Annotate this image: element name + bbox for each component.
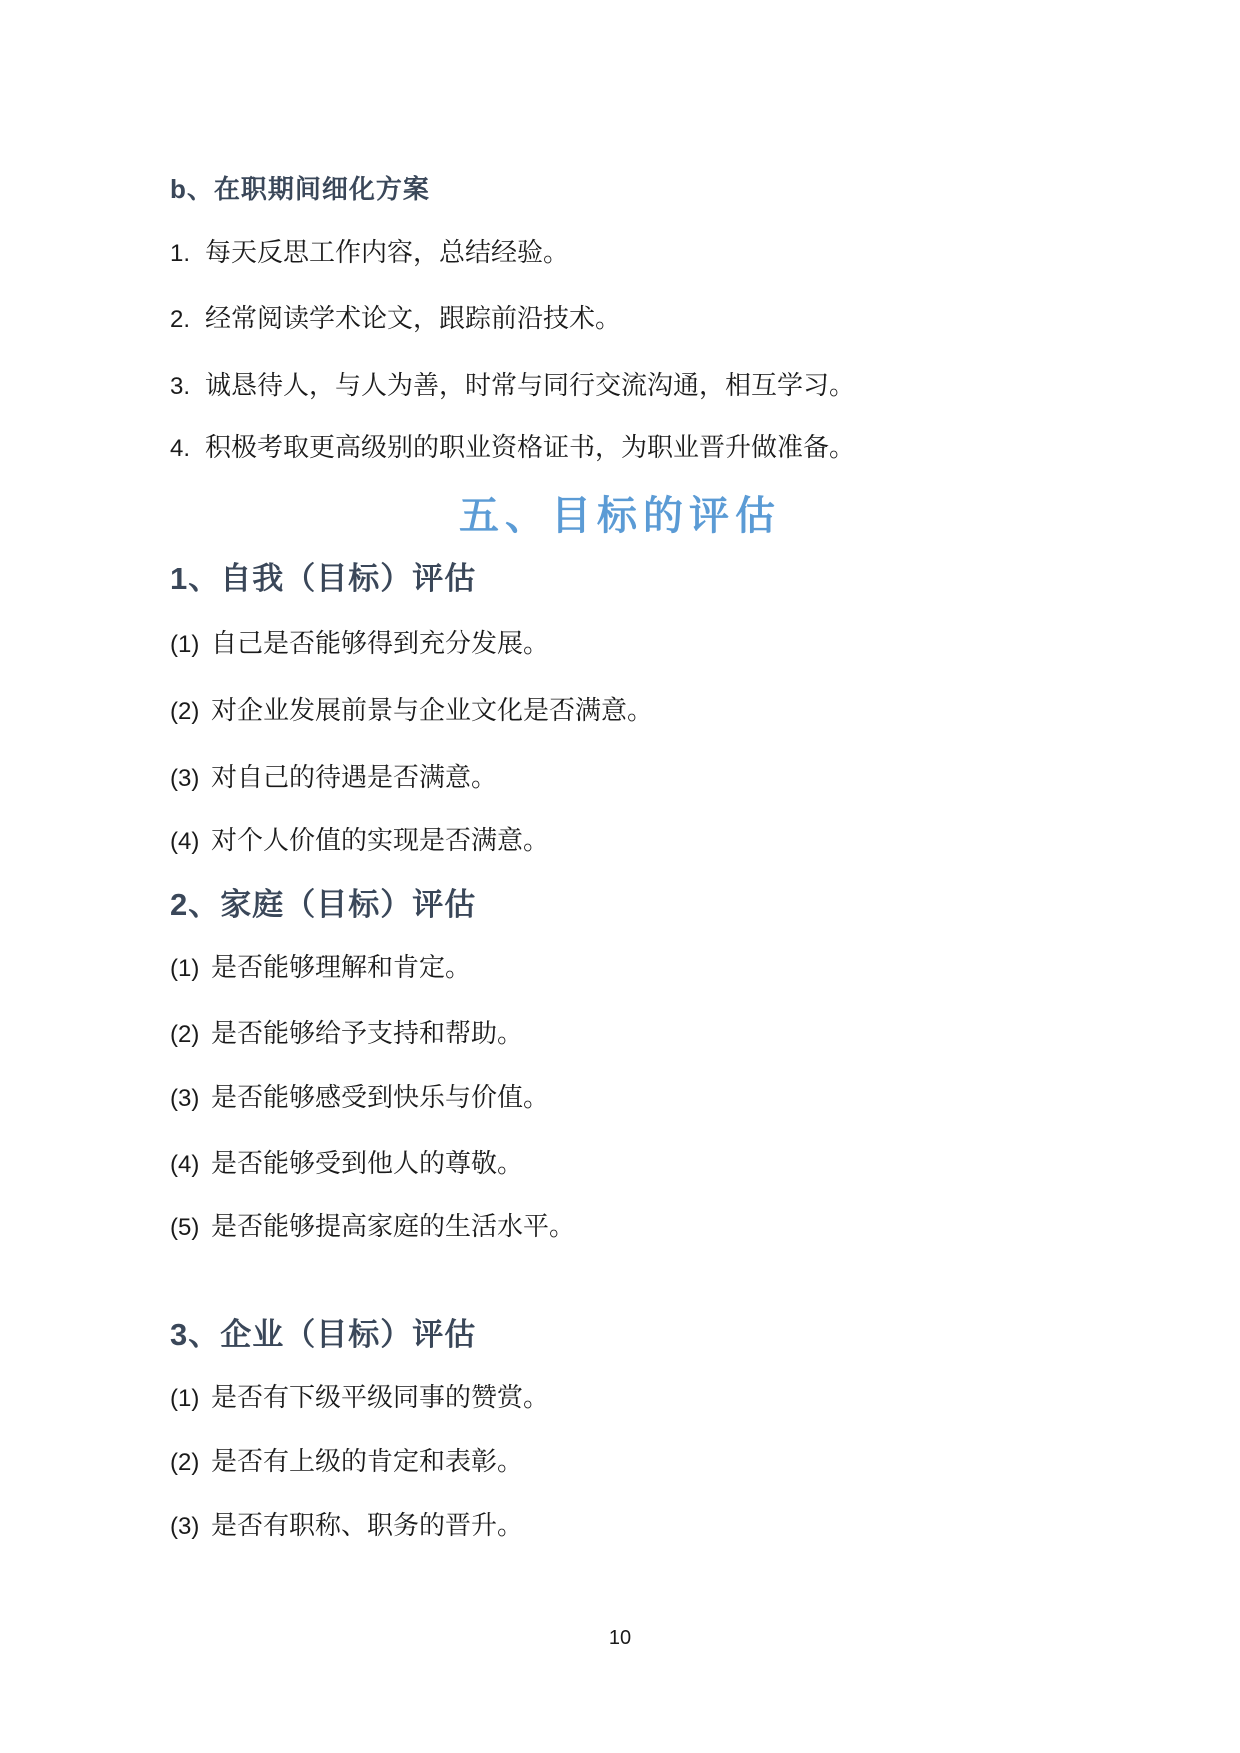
item-text: 诚恳待人，与人为善，时常与同行交流沟通，相互学习。 — [205, 371, 856, 400]
item-number: (3) — [170, 1513, 200, 1540]
item-text: 是否有上级的肯定和表彰。 — [211, 1447, 524, 1476]
item-number: (5) — [170, 1214, 200, 1241]
page-number: 10 — [608, 1627, 632, 1649]
item-number: (1) — [170, 1385, 200, 1412]
list-item — [170, 1077, 549, 1114]
item-number: (1) — [170, 955, 200, 982]
list-item — [170, 298, 621, 335]
item-number: 1. — [170, 240, 191, 267]
section-heading-enterprise: 3、企业（目标）评估 — [170, 1317, 477, 1352]
item-text: 是否有职称、职务的晋升。 — [211, 1511, 524, 1540]
item-text: 对企业发展前景与企业文化是否满意。 — [211, 696, 654, 725]
list-item — [170, 820, 549, 857]
item-number: 3. — [170, 373, 191, 400]
list-item — [170, 1441, 523, 1478]
item-text: 每天反思工作内容，总结经验。 — [205, 238, 570, 267]
list-item — [170, 427, 855, 464]
item-text: 对个人价值的实现是否满意。 — [211, 826, 550, 855]
item-text: 积极考取更高级别的职业资格证书，为职业晋升做准备。 — [205, 433, 856, 462]
item-number: (3) — [170, 765, 200, 792]
item-number: 2. — [170, 306, 191, 333]
section-heading-self: 1、自我（目标）评估 — [170, 561, 477, 596]
item-number: (2) — [170, 1449, 200, 1476]
section-heading-family: 2、家庭（目标）评估 — [170, 887, 477, 922]
list-item — [170, 232, 569, 269]
list-item — [170, 690, 653, 727]
item-text: 是否能够感受到快乐与价值。 — [211, 1083, 550, 1112]
list-item — [170, 623, 549, 660]
item-number: (3) — [170, 1085, 200, 1112]
item-number: (4) — [170, 1151, 200, 1178]
item-text: 是否能够给予支持和帮助。 — [211, 1019, 524, 1048]
item-text: 经常阅读学术论文，跟踪前沿技术。 — [205, 304, 622, 333]
item-number: (4) — [170, 828, 200, 855]
list-item — [170, 1377, 549, 1414]
item-number: (2) — [170, 698, 200, 725]
list-item — [170, 1206, 575, 1243]
list-item — [170, 1013, 523, 1050]
list-item — [170, 1143, 523, 1180]
item-text: 自己是否能够得到充分发展。 — [211, 629, 550, 658]
item-number: (2) — [170, 1021, 200, 1048]
item-number: 4. — [170, 435, 191, 462]
list-item — [170, 1505, 523, 1542]
list-item — [170, 365, 855, 402]
list-item — [170, 757, 497, 794]
item-text: 对自己的待遇是否满意。 — [211, 763, 498, 792]
chapter-heading: 五、目标的评估 — [459, 493, 781, 538]
item-number: (1) — [170, 631, 200, 658]
list-item — [170, 947, 471, 984]
item-text: 是否有下级平级同事的赞赏。 — [211, 1383, 550, 1412]
item-text: 是否能够提高家庭的生活水平。 — [211, 1212, 576, 1241]
subplan-heading: b、在职期间细化方案 — [170, 174, 430, 204]
item-text: 是否能够受到他人的尊敬。 — [211, 1149, 524, 1178]
item-text: 是否能够理解和肯定。 — [211, 953, 472, 982]
